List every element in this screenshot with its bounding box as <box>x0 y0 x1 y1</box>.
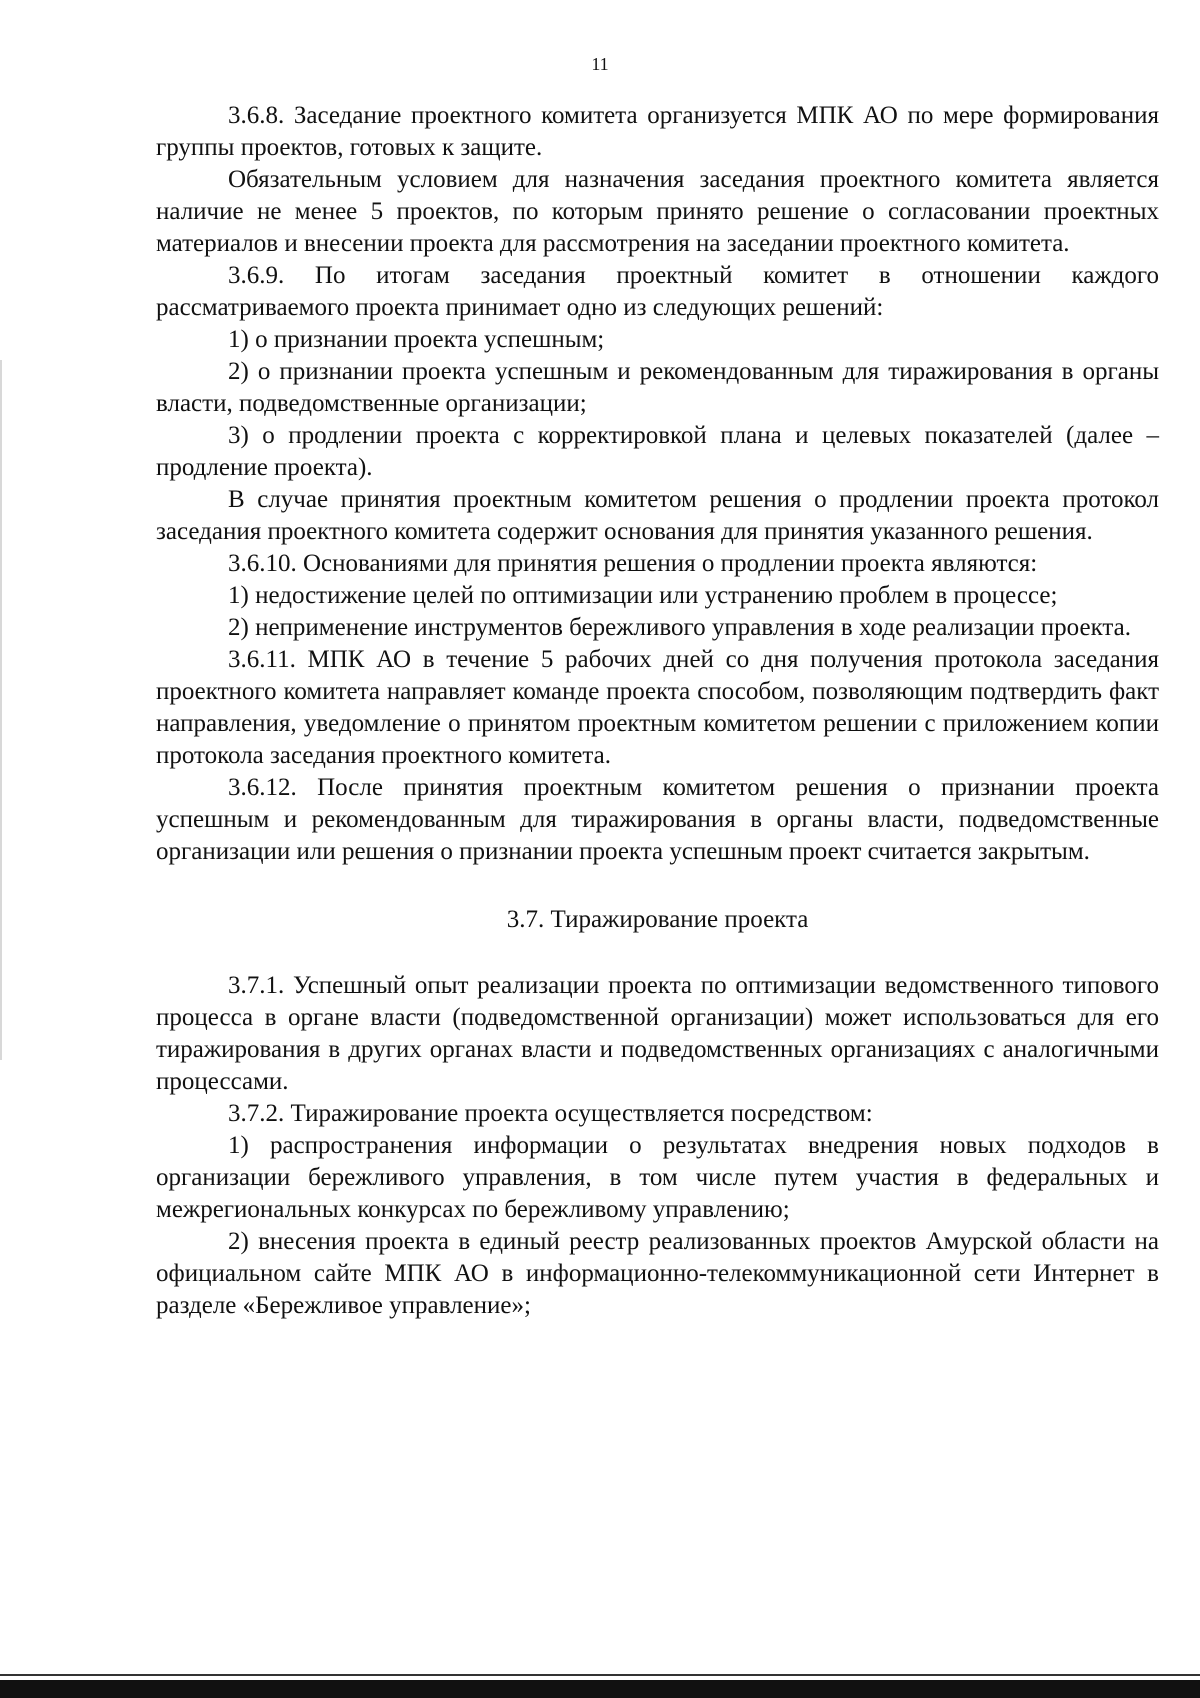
paragraph-3-7-1: 3.7.1. Успешный опыт реализации проекта по оптимизации ведомственного типового процесса в органе власти (подведомственной организации) может использоваться для его тиражирования в других органах власти и подведомственных организациях с аналогичными процессами. <box>156 972 1159 1095</box>
list-item-replication-2: 2) внесения проекта в единый реестр реализованных проектов Амурской области на официальном сайте МПК АО в информационно-телекоммуникационной сети Интернет в разделе «Бережливое управление»; <box>156 1228 1159 1319</box>
paragraph-extension-protocol: В случае принятия проектным комитетом решения о продлении проекта протокол заседания проектного комитета содержит основания для принятия указанного решения. <box>156 486 1159 545</box>
list-item-ground-1: 1) недостижение целей по оптимизации или устранению проблем в процессе; <box>228 582 1058 609</box>
paragraph-3-6-10: 3.6.10. Основаниями для принятия решения о продлении проекта являются: <box>228 550 1038 577</box>
page-number: 11 <box>591 54 609 74</box>
list-item-ground-2: 2) неприменение инструментов бережливого управления в ходе реализации проекта. <box>228 614 1131 641</box>
document-body <box>156 100 1159 1322</box>
paragraph-3-6-12: 3.6.12. После принятия проектным комитетом решения о признании проекта успешным и рекомендованным для тиражирования в органы власти, подведомственные организации или решения о признании проекта успешным проект считается закрытым. <box>156 774 1159 865</box>
list-item-decision-2: 2) о признании проекта успешным и рекомендованным для тиражирования в органы власти, подведомственные организации; <box>156 358 1159 417</box>
scan-bottom-bar <box>0 1680 1200 1698</box>
paragraph-3-6-11: 3.6.11. МПК АО в течение 5 рабочих дней со дня получения протокола заседания проектного комитета направляет команде проекта способом, позволяющим подтвердить факт направления, уведомление о принятом проектным комитетом решении с приложением копии протокола заседания проектного комитета. <box>156 646 1159 769</box>
scan-edge <box>0 360 2 1060</box>
list-item-replication-1: 1) распространения информации о результатах внедрения новых подходов в организации бережливого управления, в том числе путем участия в федеральных и межрегиональных конкурсах по бережливому управлению; <box>156 1132 1159 1223</box>
list-item-decision-3: 3) о продлении проекта с корректировкой плана и целевых показателей (далее – продление проекта). <box>156 422 1159 481</box>
paragraph-mandatory-condition: Обязательным условием для назначения заседания проектного комитета является наличие не менее 5 проектов, по которым принято решение о согласовании проектных материалов и внесении проекта для рассмотрения на заседании проектного комитета. <box>156 166 1159 257</box>
paragraph-3-6-9: 3.6.9. По итогам заседания проектный комитет в отношении каждого рассматриваемого проекта принимает одно из следующих решений: <box>156 262 1159 321</box>
paragraph-3-6-8: 3.6.8. Заседание проектного комитета организуется МПК АО по мере формирования группы проектов, готовых к защите. <box>156 102 1159 161</box>
paragraph-3-7-2: 3.7.2. Тиражирование проекта осуществляется посредством: <box>228 1100 873 1127</box>
section-heading: 3.7. Тиражирование проекта <box>506 906 809 933</box>
list-item-decision-1: 1) о признании проекта успешным; <box>228 326 605 353</box>
